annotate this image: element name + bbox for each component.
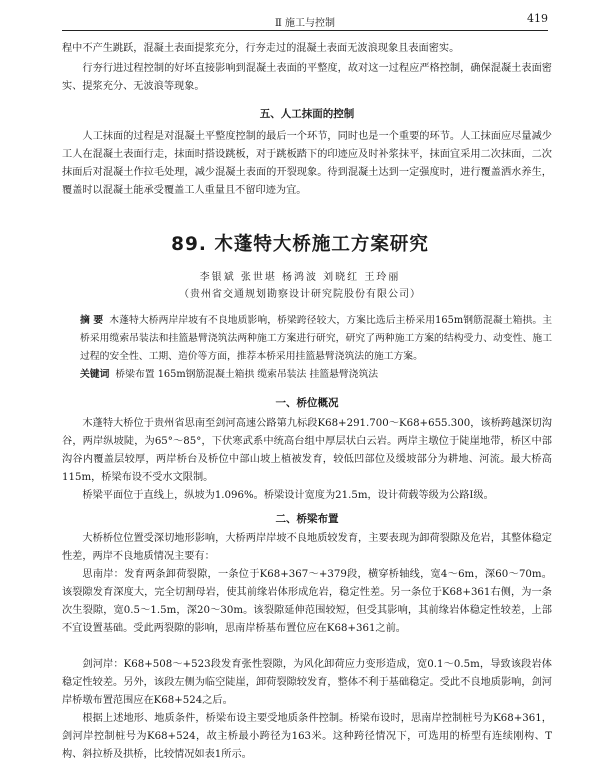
section-1-paragraph-1: 木蓬特大桥位于贵州省思南至剑河高速公路第九标段K68+291.700～K68+655.300，该桥跨越深切沟谷，两岸纵坡陡，为65°～85°，下伏寒武系中统高台组中厚层状白云岩。两岸主墩位于陡崖地带，桥区中部沟谷内覆盖层较厚，两岸桥台及桥位中部山坡上植被发育，较低凹部位及缓坡部分为耕地、河流。最大桥高115m，桥梁布设不受水文限制。 bbox=[62, 418, 552, 483]
section-2-paragraph-3: 剑河岸：K68+508～+523段发育张性裂隙，为风化卸荷应力变形造成，宽0.1～0.5m，导致该段岩体稳定性较差。另外，该段左侧为临空陡崖，卸荷裂隙较发育，整体不利于基础稳定。受此不良地质影响，剑河岸桥墩布置范围应在K68+524之后。 bbox=[62, 659, 552, 706]
section-1-heading: 一、桥位概况 bbox=[275, 397, 339, 409]
abstract-text: 木蓬特大桥两岸岸坡有不良地质影响，桥梁跨径较大，方案比选后主桥采用165m钢筋混凝土箱拱。主桥采用缆索吊装法和挂篮悬臂浇筑法两种施工方案进行研究，研究了两种施工方案的结构受力、动变性、施工过程的安全性、工期、造价等方面，推荐本桥采用挂篮悬臂浇筑法的施工方案。 bbox=[80, 315, 552, 362]
section-1-paragraph-2: 桥梁平面位于直线上，纵坡为1.096%。桥梁设计宽度为21.5m，设计荷载等级为公路Ⅰ级。 bbox=[82, 490, 494, 501]
section-2-paragraph-2: 思南岸：发育两条卸荷裂隙，一条位于K68+367～+379段，横穿桥轴线，宽4～6m，深60～70m。该裂隙发育深度大，完全切割母岩，使其前缘岩体形成危岩，稳定性差。另一条位于K68+361右侧，为一条次生裂隙，宽0.5～1.5m，深20～30m。该裂隙延伸范围较短，但受其影响，其前缘岩体稳定性较差，上部不宜设置基础。受此两裂隙的影响，思南岸桥基布置位应在K68+361之前。 bbox=[62, 569, 552, 634]
section-5-heading: 五、人工抹面的控制 bbox=[259, 108, 355, 120]
running-head-title: Ⅱ 施工与控制 bbox=[275, 18, 335, 29]
keywords-text: 桥梁布置 165m钢筋混凝土箱拱 缆索吊装法 挂篮悬臂浇筑法 bbox=[115, 369, 379, 380]
intro-paragraph-2: 行夯行进过程控制的好坏直接影响到混凝土表面的平整度，故对这一过程应严格控制，确保混凝土表面密实、提浆充分、无波浪等现象。 bbox=[62, 63, 552, 92]
section-5-paragraph: 人工抹面的过程是对混凝土平整度控制的最后一个环节，同时也是一个重要的环节。人工抹面应尽量减少工人在混凝土表面行走，抹面时搭设跳板，对于跳板踏下的印迹应及时补浆抹平，抹面宜采用二次抹面，二次抹面后对混凝土作拉毛处理，减少混凝土表面的开裂现象。待到混凝土达到一定强度时，进行覆盖洒水养生，覆盖时以混凝土能承受覆盖工人重量且不留印迹为宜。 bbox=[62, 131, 552, 196]
abstract-label: 摘 要 bbox=[80, 315, 104, 326]
intro-paragraph-1: 程中不产生跳跃，混凝土表面提浆充分，行夯走过的混凝土表面无波浪现象且表面密实。 bbox=[62, 43, 460, 54]
article-title: 89. 木蓬特大桥施工方案研究 bbox=[171, 234, 429, 255]
section-2-paragraph-4: 根据上述地形、地质条件，桥梁布设主要受地质条件控制。桥梁布设时，思南岸控制桩号为K68+361，剑河岸控制桩号为K68+524，故主桥最小跨径为163米。这种跨径情况下，可选用的桥型有连续刚构、T构、斜拉桥及拱桥，比较情况如表1所示。 bbox=[62, 713, 552, 760]
section-2-heading: 二、桥梁布置 bbox=[275, 513, 339, 525]
keywords bbox=[80, 366, 552, 384]
article-affiliation: （贵州省交通规划勘察设计研究院股份有限公司） bbox=[179, 289, 421, 300]
article-authors: 李银斌 张世堪 杨鸿波 刘晓红 王玲丽 bbox=[199, 272, 401, 283]
running-header bbox=[62, 10, 548, 31]
page-number: 419 bbox=[527, 12, 548, 25]
section-2-paragraph-1: 大桥桥位位置受深切地形影响，大桥两岸岸坡不良地质较发育，主要表现为卸荷裂隙及危岩，其整体稳定性差，两岸不良地质情况主要有： bbox=[62, 533, 552, 562]
abstract bbox=[80, 312, 552, 366]
keywords-label: 关键词 bbox=[80, 369, 110, 380]
